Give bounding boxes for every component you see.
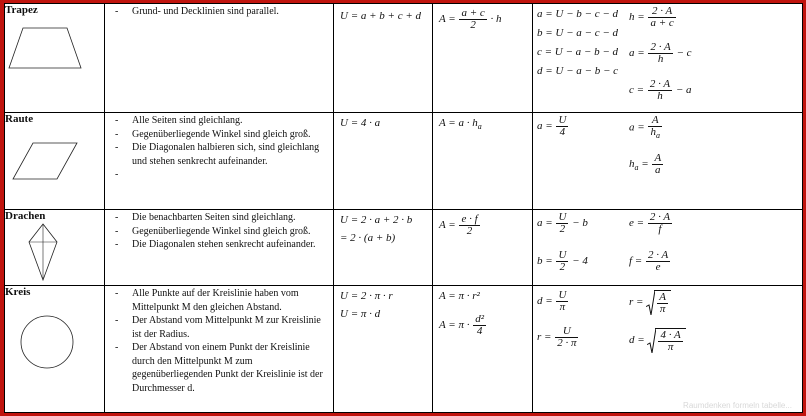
area-formula: A = $\frac{e \cdot f}{2}$ — [439, 213, 478, 237]
rhombus-icon — [5, 129, 85, 183]
solved-formula: c = $\frac{2 \cdot A}{h}$ − a — [629, 78, 692, 102]
shape-cell — [5, 113, 105, 210]
area-formula: A = π · r² — [439, 290, 480, 302]
solved-formula: h = $\frac{2 \cdot A}{a + c}$ — [629, 5, 674, 29]
perimeter-cell — [334, 113, 433, 210]
area-cell — [433, 210, 533, 286]
property-item: - Die Diagonalen stehen senkrecht aufeinander. — [115, 238, 329, 252]
properties-cell — [105, 210, 334, 286]
shape-cell — [5, 286, 105, 413]
perimeter-cell — [334, 286, 433, 413]
perimeter-formula: U = a + b + c + d — [340, 10, 422, 22]
property-item: - Die Diagonalen halbieren sich, sind gleichlang und stehen senkrecht aufeinander. — [115, 141, 329, 168]
solved-formula: a = $\frac{2 \cdot A}{h}$ − c — [629, 41, 692, 65]
shape-name: Drachen — [5, 210, 46, 222]
formula-table — [4, 3, 803, 413]
perimeter-formula: U = 2 · π · r — [340, 290, 393, 302]
solved-formula: r = $\frac{U}{2 \cdot \pi}$ — [537, 325, 577, 349]
property-item: - Gegenüberliegende Winkel sind gleich groß. — [115, 225, 329, 239]
perimeter-formula: U = 4 · a — [340, 117, 381, 129]
shape-name: Trapez — [5, 4, 38, 16]
shape-cell — [5, 4, 105, 113]
properties-cell — [105, 4, 334, 113]
property-item: - Der Abstand vom Mittelpunkt M zur Kreislinie ist der Radius. — [115, 314, 329, 341]
perimeter-cell — [334, 210, 433, 286]
table-row-trapez — [5, 4, 803, 113]
solved-formula: a = $\frac{U}{2}$ − b — [537, 211, 588, 235]
property-item: - Alle Seiten sind gleichlang. — [115, 114, 329, 128]
solved-formula: d = U − a − b − c — [537, 65, 619, 77]
watermark: Raumdenken formeln tabelle... — [683, 401, 792, 410]
trapezoid-icon — [5, 20, 85, 70]
solved-formula: a = $\frac{A}{h_a}$ — [629, 114, 660, 141]
perimeter-cell — [334, 4, 433, 113]
properties-cell — [105, 113, 334, 210]
solved-formula: d = $\frac{4 \cdot A}{\pi}$ — [629, 328, 686, 353]
perimeter-formula: = 2 · (a + b) — [340, 232, 396, 244]
solve-cell — [533, 286, 803, 413]
property-item: - Grund- und Decklinien sind parallel. — [115, 5, 329, 19]
area-formula: A = $\frac{a + c}{2}$ · h — [439, 7, 502, 31]
shape-cell — [5, 210, 105, 286]
solve-cell — [533, 113, 803, 210]
table-row-kreis — [5, 286, 803, 413]
solve-cell — [533, 4, 803, 113]
shape-name: Raute — [5, 113, 34, 125]
area-cell — [433, 4, 533, 113]
perimeter-formula: U = 2 · a + 2 · b — [340, 214, 413, 226]
formula-sheet — [4, 3, 802, 412]
solved-formula: f = $\frac{2 \cdot A}{e}$ — [629, 249, 669, 273]
perimeter-formula: U = π · d — [340, 308, 381, 320]
table-row-raute — [5, 113, 803, 210]
table-row-drachen — [5, 210, 803, 286]
solved-formula: c = U − a − b − d — [537, 46, 619, 58]
property-item: - Die benachbarten Seiten sind gleichlang. — [115, 211, 329, 225]
property-item: - Alle Punkte auf der Kreislinie haben vom Mittelpunkt M den gleichen Abstand. — [115, 287, 329, 314]
solved-formula: a = $\frac{U}{4}$ — [537, 114, 567, 138]
circle-icon — [5, 308, 85, 374]
kite-icon — [5, 222, 85, 282]
solved-formula: a = U − b − c − d — [537, 8, 619, 20]
property-item: - Gegenüberliegende Winkel sind gleich groß. — [115, 128, 329, 142]
solved-formula: r = $\frac{A}{\pi}$ — [629, 290, 671, 315]
shape-name: Kreis — [5, 286, 31, 298]
solved-formula: b = $\frac{U}{2}$ − 4 — [537, 249, 588, 273]
property-item: - Der Abstand von einem Punkt der Kreislinie durch den Mittelpunkt M zum gegenüberliegenden Punkt der Kreislinie ist der Durchmesser d. — [115, 341, 329, 395]
area-formula: A = π · $\frac{\text{d²}}{4}$ — [439, 313, 485, 337]
area-cell — [433, 286, 533, 413]
area-cell — [433, 113, 533, 210]
properties-cell — [105, 286, 334, 413]
solved-formula: b = U − a − c − d — [537, 27, 619, 39]
solved-formula: d = $\frac{U}{\pi}$ — [537, 289, 567, 313]
solved-formula: $h_a$ = $\frac{A}{a}$ — [629, 152, 662, 176]
solve-cell — [533, 210, 803, 286]
area-formula: $A = a \cdot h_a$ — [439, 117, 482, 132]
solved-formula: e = $\frac{2 \cdot A}{f}$ — [629, 211, 671, 235]
